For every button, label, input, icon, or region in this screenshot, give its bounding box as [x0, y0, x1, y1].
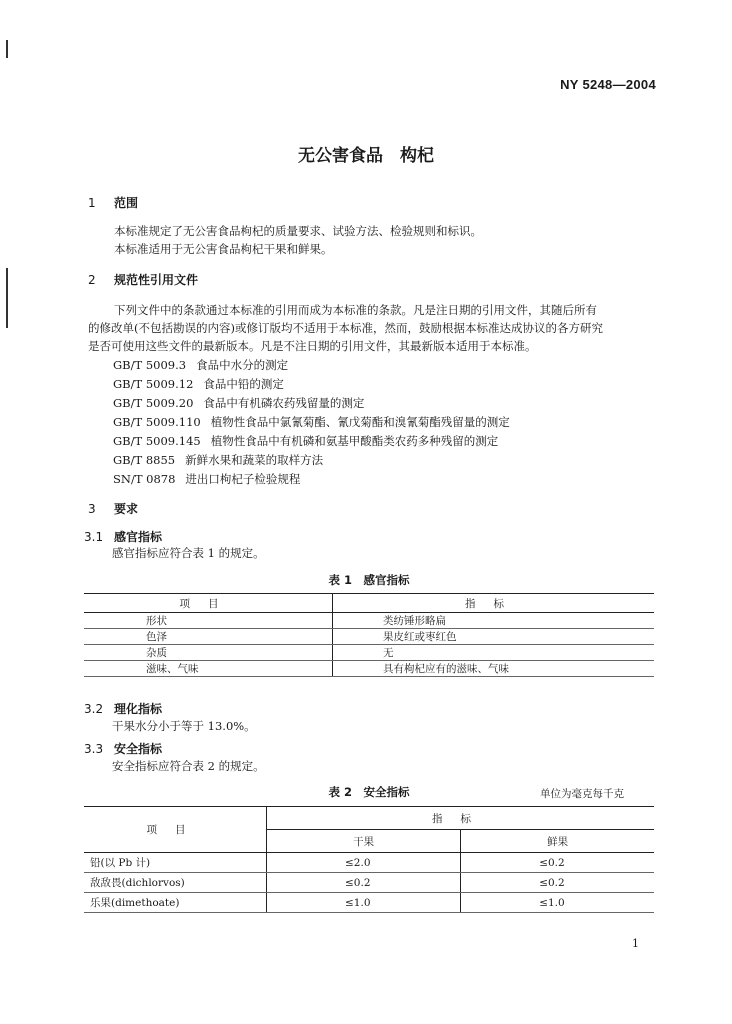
section-3-3-text: 安全指标应符合表 2 的规定。 [112, 759, 265, 773]
document-title: 无公害食品 构杞 [298, 146, 434, 166]
section-3-1-text: 感官指标应符合表 1 的规定。 [112, 546, 265, 560]
section-title: 安全指标 [114, 742, 163, 756]
section-number: 1 [88, 196, 96, 210]
section-2-heading [88, 271, 198, 288]
table-row [84, 613, 654, 629]
reference-code: GB/T 5009.12 [113, 377, 194, 391]
section-2-paragraph-line: 是否可使用这些文件的最新版本。凡是不注日期的引用文件，其最新版本适用于本标准。 [88, 339, 537, 353]
section-number: 3 [88, 502, 96, 516]
reference-code: GB/T 5009.145 [113, 434, 201, 448]
table-header: 指标 [333, 594, 655, 613]
section-2-paragraph-line: 的修改单(不包括勘误的内容)或修订版均不适用于本标准，然而，鼓励根据本标准达成协议的各方研究 [88, 321, 603, 335]
section-title: 规范性引用文件 [114, 273, 199, 287]
reference-code: GB/T 5009.3 [113, 358, 187, 372]
section-3-heading [88, 500, 138, 517]
section-2-paragraph-line: 下列文件中的条款通过本标准的引用而成为本标准的条款。凡是注日期的引用文件，其随后所有 [114, 303, 597, 317]
table-row [84, 661, 654, 677]
reference-title: 食品中铅的测定 [203, 377, 284, 391]
reference-item [113, 433, 498, 449]
reference-title: 进出口枸杞子检验规程 [185, 472, 301, 486]
reference-title: 植物性食品中氯氰菊酯、氰戊菊酯和溴氰菊酯残留量的测定 [210, 415, 510, 429]
table-cell: ≤0.2 [461, 873, 654, 893]
reference-code: GB/T 5009.20 [113, 396, 194, 410]
table-row [84, 629, 654, 645]
table-cell: 具有枸杞应有的滋味、气味 [333, 661, 655, 677]
table-cell: 铅(以 Pb 计) [84, 853, 267, 873]
reference-title: 食品中有机磷农药残留量的测定 [203, 396, 365, 410]
table-header: 项目 [84, 807, 267, 853]
table-1 [84, 593, 654, 677]
reference-item [113, 376, 284, 392]
table-2-unit: 单位为毫克每千克 [540, 788, 624, 800]
section-number: 3.3 [84, 742, 104, 756]
table-cell: ≤1.0 [267, 893, 461, 913]
table-cell: 敌敌畏(dichlorvos) [84, 873, 267, 893]
reference-title: 植物性食品中有机磷和氨基甲酸酯类农药多种残留的测定 [210, 434, 499, 448]
section-number: 2 [88, 273, 96, 287]
reference-item [113, 357, 288, 373]
table-cell: 类纺锤形略扁 [333, 613, 655, 629]
section-title: 范围 [114, 196, 139, 210]
table-subheader: 鲜果 [461, 830, 654, 853]
reference-code: GB/T 8855 [113, 453, 176, 467]
reference-title: 食品中水分的测定 [196, 358, 289, 372]
table-row [84, 853, 654, 873]
section-3-2-heading [84, 700, 162, 717]
section-title: 理化指标 [114, 702, 163, 716]
section-1-paragraph: 本标准规定了无公害食品枸杞的质量要求、试验方法、检验规则和标识。 [114, 224, 482, 238]
reference-item [113, 452, 323, 468]
section-1-heading [88, 194, 138, 211]
reference-code: GB/T 5009.110 [113, 415, 201, 429]
scan-mark [6, 268, 8, 328]
section-number: 3.1 [84, 530, 104, 544]
table-header: 指标 [267, 807, 655, 830]
document-code: NY 5248—2004 [560, 77, 656, 92]
table-cell: ≤1.0 [461, 893, 654, 913]
table-subheader: 干果 [267, 830, 461, 853]
table-cell: ≤0.2 [461, 853, 654, 873]
table-header: 项目 [84, 594, 333, 613]
table-2-caption: 表 2 安全指标 [328, 785, 410, 799]
section-title: 要求 [114, 502, 139, 516]
section-number: 3.2 [84, 702, 104, 716]
table-row [84, 873, 654, 893]
reference-code: SN/T 0878 [113, 472, 176, 486]
table-cell: 乐果(dimethoate) [84, 893, 267, 913]
reference-item [113, 395, 364, 411]
table-cell: 杂质 [84, 645, 333, 661]
section-1-paragraph: 本标准适用于无公害食品枸杞干果和鲜果。 [114, 242, 333, 256]
page-number: 1 [632, 937, 639, 950]
reference-title: 新鲜水果和蔬菜的取样方法 [185, 453, 324, 467]
table-cell: 无 [333, 645, 655, 661]
table-row [84, 893, 654, 913]
table-cell: ≤0.2 [267, 873, 461, 893]
table-row [84, 645, 654, 661]
scan-mark [6, 40, 8, 58]
section-title: 感官指标 [114, 530, 163, 544]
table-cell: 色泽 [84, 629, 333, 645]
table-cell: ≤2.0 [267, 853, 461, 873]
section-3-2-text: 干果水分小于等于 13.0%。 [112, 719, 256, 733]
table-cell: 滋味、气味 [84, 661, 333, 677]
section-3-3-heading [84, 740, 162, 757]
reference-item [113, 414, 510, 430]
table-1-caption: 表 1 感官指标 [328, 573, 410, 587]
table-2 [84, 806, 654, 913]
table-cell: 形状 [84, 613, 333, 629]
table-cell: 果皮红或枣红色 [333, 629, 655, 645]
section-3-1-heading [84, 528, 162, 545]
reference-item [113, 471, 300, 487]
